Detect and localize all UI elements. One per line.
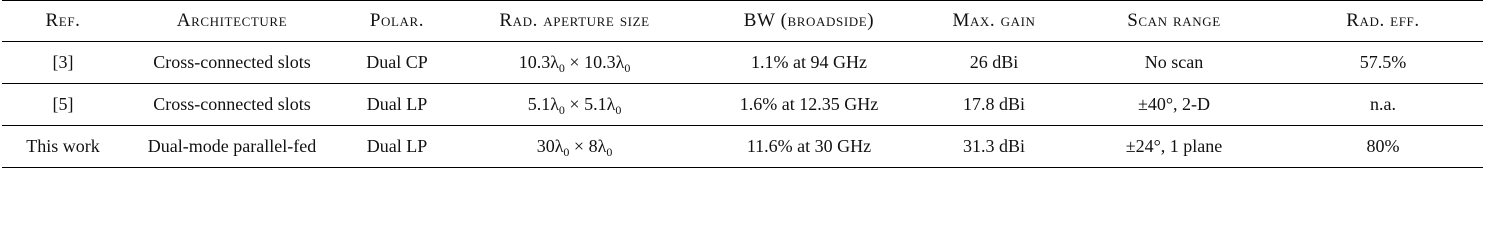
col-header-aperture: Rad. aperture size (454, 1, 695, 42)
cell-ref: This work (2, 126, 124, 168)
col-header-scan: Scan range (1065, 1, 1283, 42)
table-row (2, 42, 1483, 84)
table-header-row (2, 1, 1483, 42)
cell-architecture: Cross-connected slots (124, 84, 340, 126)
cell-bw: 11.6% at 30 GHz (695, 126, 923, 168)
col-header-eff: Rad. eff. (1283, 1, 1483, 42)
cell-eff: 80% (1283, 126, 1483, 168)
cell-scan: No scan (1065, 42, 1283, 84)
cell-gain: 26 dBi (923, 42, 1065, 84)
cell-eff: n.a. (1283, 84, 1483, 126)
col-header-bw: BW (broadside) (695, 1, 923, 42)
cell-bw: 1.1% at 94 GHz (695, 42, 923, 84)
cell-architecture: Cross-connected slots (124, 42, 340, 84)
cell-polar: Dual LP (340, 126, 454, 168)
cell-aperture: $30\lambda_0 \times 8\lambda_0$ (454, 126, 695, 168)
cell-eff: 57.5% (1283, 42, 1483, 84)
cell-polar: Dual CP (340, 42, 454, 84)
cell-polar: Dual LP (340, 84, 454, 126)
cell-scan: ±24°, 1 plane (1065, 126, 1283, 168)
cell-gain: 31.3 dBi (923, 126, 1065, 168)
col-header-architecture: Architecture (124, 1, 340, 42)
table-row (2, 126, 1483, 168)
cell-aperture: $10.3\lambda_0 \times 10.3\lambda_0$ (454, 42, 695, 84)
table-row (2, 84, 1483, 126)
cell-ref: [3] (2, 42, 124, 84)
col-header-ref: Ref. (2, 1, 124, 42)
cell-gain: 17.8 dBi (923, 84, 1065, 126)
cell-scan: ±40°, 2-D (1065, 84, 1283, 126)
col-header-gain: Max. gain (923, 1, 1065, 42)
comparison-table (2, 0, 1483, 168)
cell-architecture: Dual-mode parallel-fed (124, 126, 340, 168)
cell-aperture: $5.1\lambda_0 \times 5.1\lambda_0$ (454, 84, 695, 126)
cell-bw: 1.6% at 12.35 GHz (695, 84, 923, 126)
col-header-polar: Polar. (340, 1, 454, 42)
cell-ref: [5] (2, 84, 124, 126)
